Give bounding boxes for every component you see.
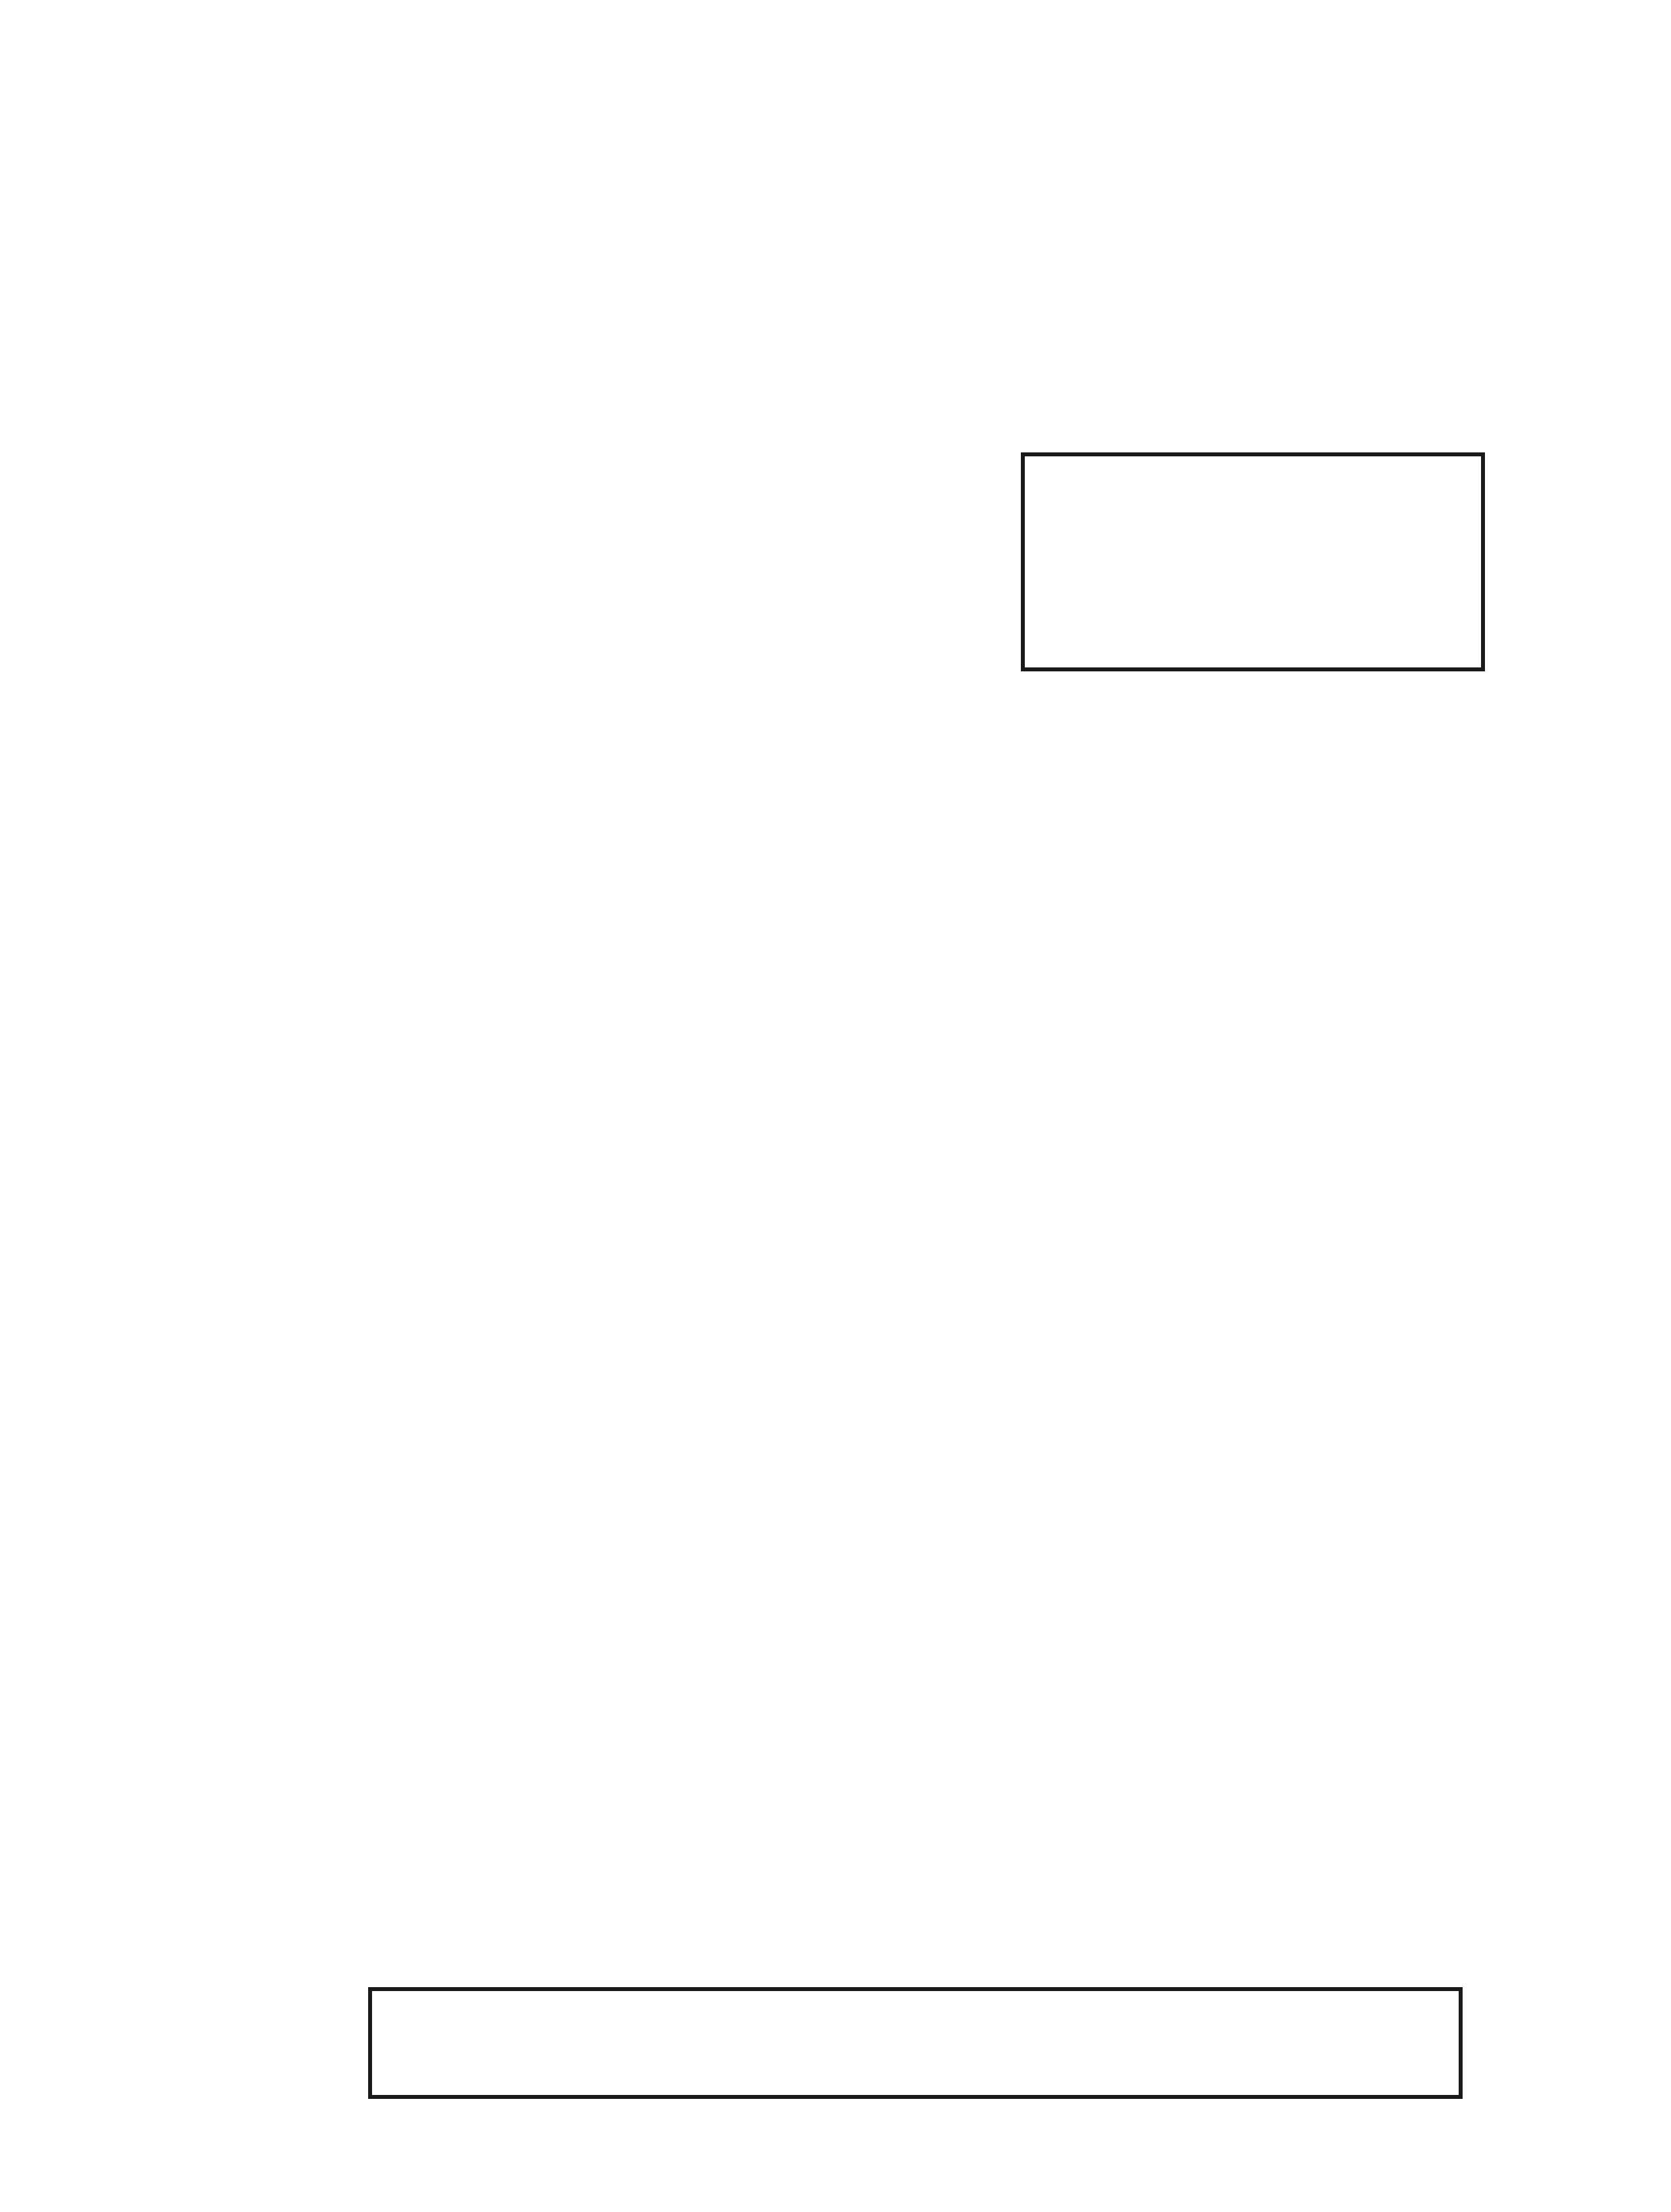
note-box-bottom [368,1987,1463,2099]
note-box-top [1021,452,1485,671]
step2-caption [669,1736,1037,2003]
step1-caption [225,1715,528,1982]
footer-legal [104,1965,446,2209]
